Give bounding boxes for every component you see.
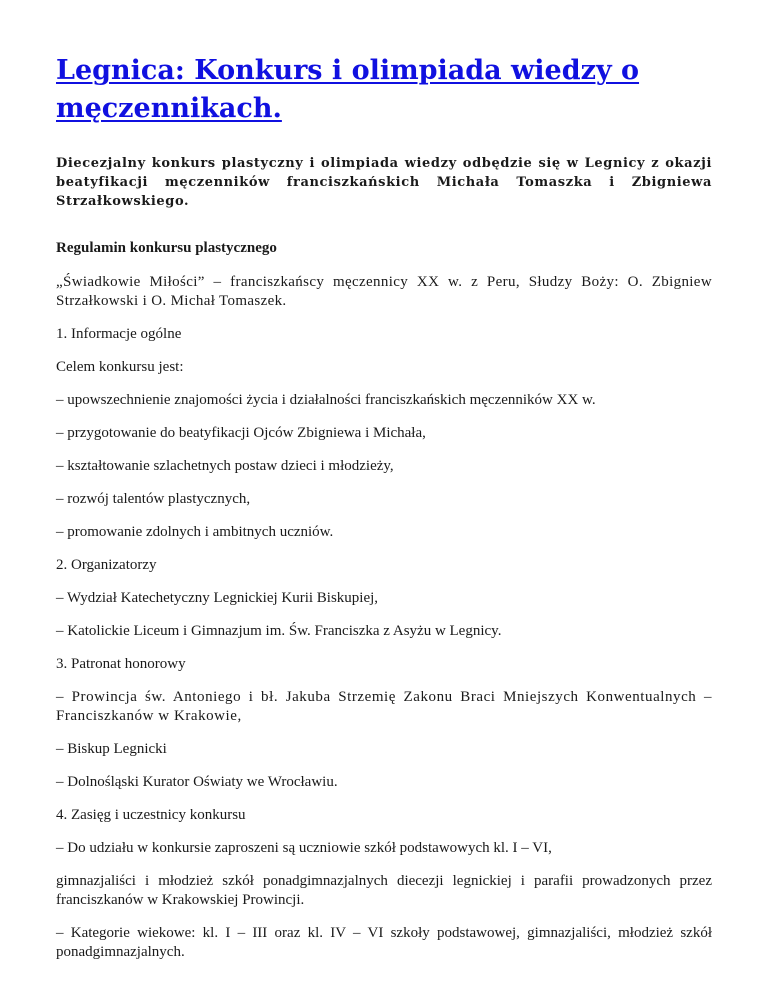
list-item: – upowszechnienie znajomości życia i działalności franciszkańskich męczenników XX w.: [56, 392, 596, 408]
heading-scope-participants: 4. Zasięg i uczestnicy konkursu: [56, 807, 246, 823]
heading-honorary-patronage: 3. Patronat honorowy: [56, 656, 186, 672]
list-item: – przygotowanie do beatyfikacji Ojców Zbigniewa i Michała,: [56, 425, 426, 441]
list-item: – Katolickie Liceum i Gimnazjum im. Św. Franciszka z Asyżu w Legnicy.: [56, 623, 502, 639]
paragraph-intro: „Świadkowie Miłości” – franciszkańscy męczennicy XX w. z Peru, Słudzy Boży: O. Zbigniew Strzałkowski i O. Michał Tomaszek.: [56, 274, 712, 309]
article-title-link[interactable]: Legnica: Konkurs i olimpiada wiedzy o męczennikach.: [56, 55, 640, 124]
paragraph-participants: gimnazjaliści i młodzież szkół ponadgimnazjalnych diecezji legnickiej i parafii prowadzonych przez franciszkanów w Krakowskiej Prowincji.: [56, 873, 712, 908]
list-item: – Prowincja św. Antoniego i bł. Jakuba Strzemię Zakonu Braci Mniejszych Konwentualnych – Franciszkanów w Krakowie,: [56, 689, 712, 724]
article-title: [56, 52, 712, 128]
paragraph-goal: Celem konkursu jest:: [56, 359, 184, 375]
list-item: – Kategorie wiekowe: kl. I – III oraz kl. IV – VI szkoły podstawowej, gimnazjaliści, młodzież szkół ponadgimnazjalnych.: [56, 925, 712, 960]
article-lead: Diecezjalny konkurs plastyczny i olimpiada wiedzy odbędzie się w Legnicy z okazji beatyfikacji męczenników franciszkańskich Michała Tomaszka i Zbigniewa Strzałkowskiego.: [56, 156, 712, 209]
heading-general-info: 1. Informacje ogólne: [56, 326, 182, 342]
list-item: – Biskup Legnicki: [56, 741, 167, 757]
list-item: – Wydział Katechetyczny Legnickiej Kurii Biskupiej,: [56, 590, 379, 606]
list-item: – rozwój talentów plastycznych,: [56, 491, 251, 507]
list-item: – Dolnośląski Kurator Oświaty we Wrocławiu.: [56, 774, 338, 790]
section-title: Regulamin konkursu plastycznego: [56, 240, 277, 256]
list-item: – Do udziału w konkursie zaproszeni są uczniowie szkół podstawowych kl. I – VI,: [56, 840, 552, 856]
list-item: – kształtowanie szlachetnych postaw dzieci i młodzieży,: [56, 458, 394, 474]
heading-organizers: 2. Organizatorzy: [56, 557, 157, 573]
list-item: – promowanie zdolnych i ambitnych uczniów.: [56, 524, 334, 540]
